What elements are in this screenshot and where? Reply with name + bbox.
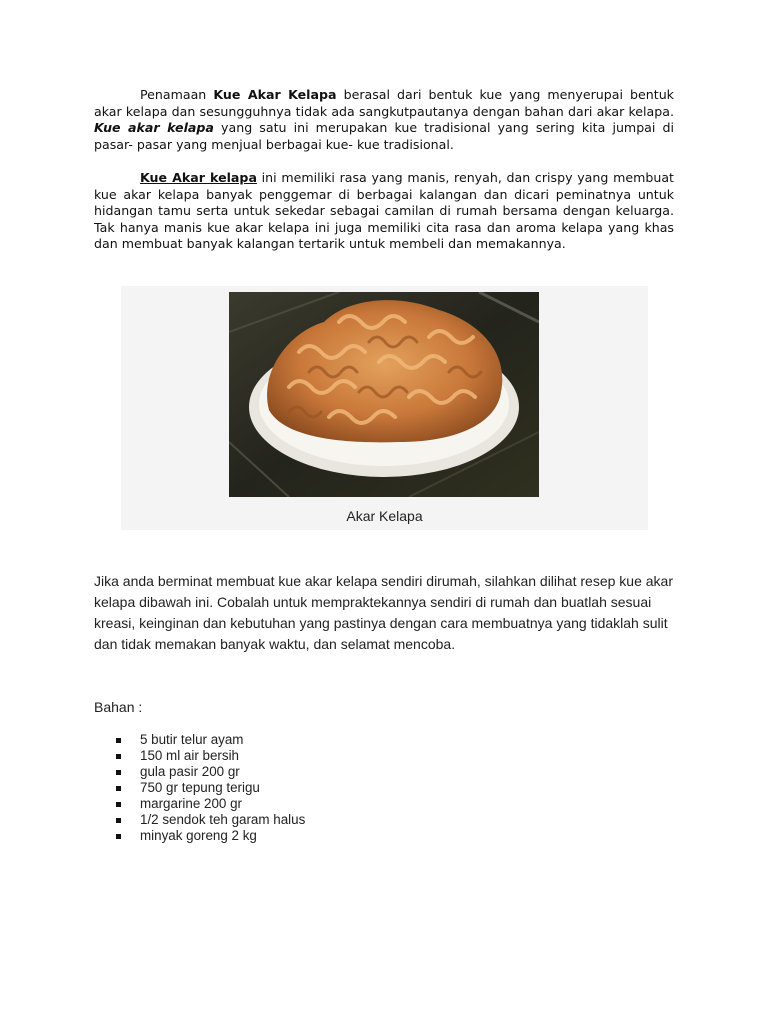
ingredients-list bbox=[0, 732, 768, 844]
ingredient-text: gula pasir 200 gr bbox=[140, 764, 240, 779]
term-kue-akar-kelapa-italic: Kue akar kelapa bbox=[94, 120, 214, 136]
ingredient-text: margarine 200 gr bbox=[140, 796, 242, 811]
ingredient-text: 150 ml air bersih bbox=[140, 748, 239, 763]
intro-lead: Penamaan bbox=[140, 87, 214, 102]
bullet-icon bbox=[116, 770, 121, 775]
ingredient-text: 1/2 sendok teh garam halus bbox=[140, 812, 306, 827]
term-kue-akar-kelapa: Kue Akar Kelapa bbox=[213, 87, 337, 102]
intro-text-a: berasal dari bentuk kue yang menyerupai bentuk akar kelapa dan sesungguhnya tidak ada sangkutpautanya dengan bahan dari akar kelapa. bbox=[94, 87, 674, 119]
ingredient-text: minyak goreng 2 kg bbox=[140, 828, 257, 843]
bullet-icon bbox=[116, 786, 121, 791]
intro-text-b: yang satu ini merupakan kue tradisional yang sering kita jumpai di pasar- pasar yang menjual berbagai kue- kue tradisional. bbox=[94, 120, 674, 152]
ingredient-item bbox=[0, 828, 768, 844]
description-paragraph bbox=[94, 170, 674, 253]
intro-paragraph bbox=[94, 87, 674, 153]
ingredient-item bbox=[0, 812, 768, 828]
description-text: ini memiliki rasa yang manis, renyah, dan crispy yang membuat kue akar kelapa banyak penggemar di berbagai kalangan dan dicari peminatnya untuk hidangan tamu serta untuk sekedar sebagai camilan di rumah bersama dengan keluarga. Tak hanya manis kue akar kelapa ini juga memiliki cita rasa dan aroma kelapa yang khas dan membuat banyak kalangan tertarik untuk membeli dan memakannya. bbox=[94, 170, 674, 252]
bullet-icon bbox=[116, 754, 121, 759]
bullet-icon bbox=[116, 738, 121, 743]
ingredient-item bbox=[0, 732, 768, 748]
photo-figure bbox=[121, 286, 648, 530]
ingredient-item bbox=[0, 748, 768, 764]
photo-caption: Akar Kelapa bbox=[346, 508, 423, 524]
ingredient-text: 5 butir telur ayam bbox=[140, 732, 244, 747]
bullet-icon bbox=[116, 802, 121, 807]
bullet-icon bbox=[116, 818, 121, 823]
bullet-icon bbox=[116, 834, 121, 839]
term-kue-akar-kelapa-underlined: Kue Akar kelapa bbox=[140, 170, 257, 185]
ingredients-heading: Bahan : bbox=[94, 699, 143, 715]
akar-kelapa-photo bbox=[229, 292, 539, 497]
recipe-intro-paragraph: Jika anda berminat membuat kue akar kelapa sendiri dirumah, silahkan dilihat resep kue akar kelapa dibawah ini. Cobalah untuk mempraktekannya sendiri di rumah dan buatlah sesuai kreasi, keinginan dan kebutuhan yang pastinya dengan cara membuatnya yang tidaklah sulit dan tidak memakan banyak waktu, dan selamat mencoba. bbox=[94, 573, 673, 652]
ingredient-item bbox=[0, 796, 768, 812]
ingredient-item bbox=[0, 764, 768, 780]
ingredient-text: 750 gr tepung terigu bbox=[140, 780, 260, 795]
ingredient-item bbox=[0, 780, 768, 796]
